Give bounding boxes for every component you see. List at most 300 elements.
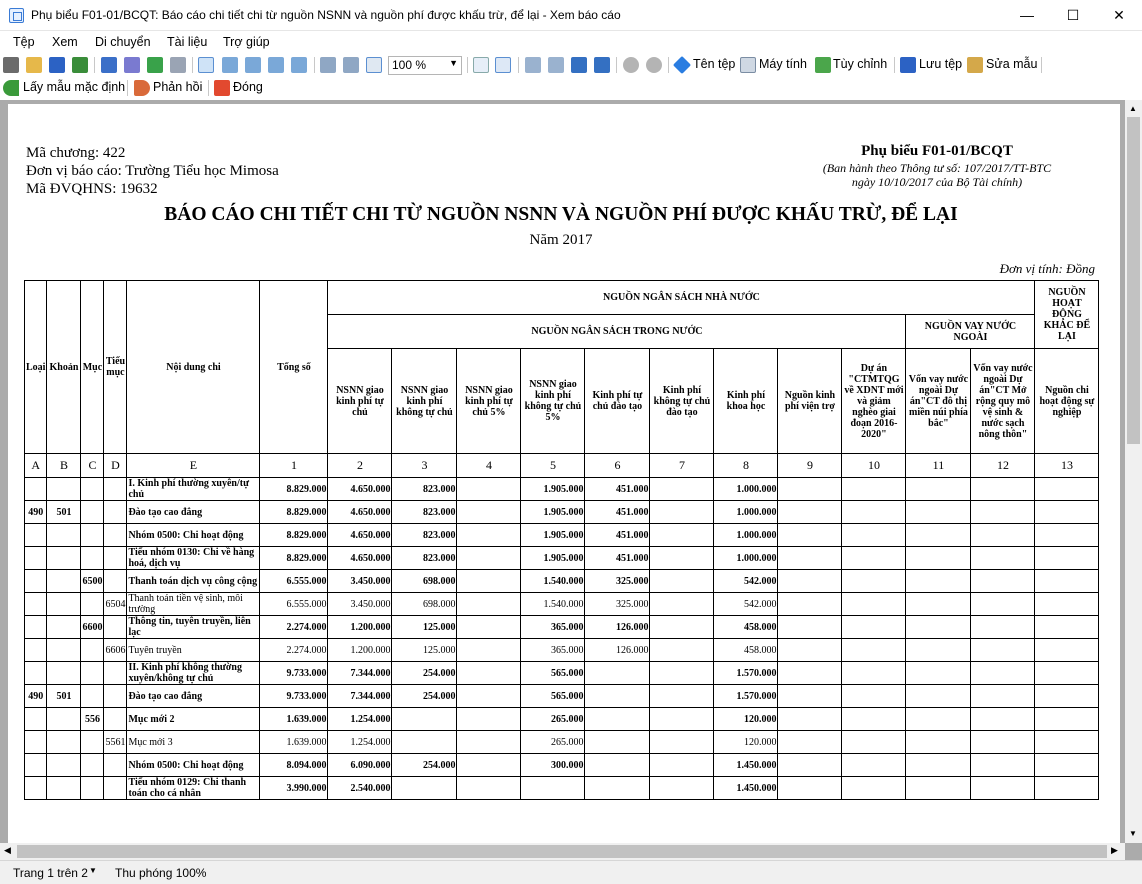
- title-bar: [0, 0, 1142, 31]
- cell-value: [906, 754, 971, 777]
- cell-noi-dung: Đào tạo cao đẳng: [127, 501, 260, 524]
- cell-value: [1035, 708, 1099, 731]
- cell-value: 542.000: [714, 570, 778, 593]
- header-col-12: Vốn vay nước ngoài Dự án"CT Mở rộng quy mô vệ sinh & nước sạch nông thôn": [971, 349, 1035, 454]
- cell-value: 8.829.000: [260, 524, 328, 547]
- cell-khoan: 501: [47, 501, 81, 524]
- table-row: [25, 593, 1099, 616]
- cell-value: [842, 754, 906, 777]
- cell-value: [906, 616, 971, 639]
- cell-value: [842, 593, 906, 616]
- cell-value: 3.990.000: [260, 777, 328, 800]
- toolbar-separator: [127, 80, 128, 96]
- cell-value: [392, 708, 457, 731]
- cell-loai: [25, 570, 47, 593]
- cell-tieu-muc: [104, 616, 127, 639]
- zoom-status: Thu phóng 100%: [115, 866, 207, 880]
- cell-tieu-muc: [104, 547, 127, 570]
- column-index-cell: 12: [971, 454, 1035, 478]
- cell-value: [971, 777, 1035, 800]
- cell-value: [778, 524, 842, 547]
- cell-muc: 556: [81, 708, 104, 731]
- cell-value: 2.274.000: [260, 639, 328, 662]
- megaphone-icon: [134, 80, 150, 96]
- chapter-code: Mã chương: 422: [26, 145, 126, 161]
- cell-khoan: [47, 616, 81, 639]
- cell-value: [842, 501, 906, 524]
- cell-value: [778, 685, 842, 708]
- cell-muc: [81, 777, 104, 800]
- cell-value: [971, 616, 1035, 639]
- secondary-toolbar: [0, 77, 1142, 99]
- cell-value: 451.000: [585, 478, 650, 501]
- scroll-up-icon[interactable]: ▲: [1129, 104, 1137, 113]
- cell-value: [778, 708, 842, 731]
- cell-value: [457, 478, 521, 501]
- find-icon[interactable]: [170, 57, 186, 73]
- computer-button[interactable]: Máy tính: [759, 57, 807, 71]
- cell-value: [1035, 662, 1099, 685]
- cell-value: 1.540.000: [521, 570, 585, 593]
- refresh-icon[interactable]: [147, 57, 163, 73]
- whole-page-icon[interactable]: [343, 57, 359, 73]
- cell-khoan: [47, 754, 81, 777]
- toolbar-separator: [94, 57, 95, 73]
- form-note-2: ngày 10/10/2017 của Bộ Tài chính): [851, 175, 1023, 189]
- header-khoan: Khoản: [47, 281, 81, 454]
- previous-page-icon[interactable]: [548, 57, 564, 73]
- window-title: Phụ biểu F01-01/BCQT: Báo cáo chi tiết chi từ nguồn NSNN và nguồn phí được khấu trừ, để lại - Xem báo cáo: [31, 8, 621, 22]
- cell-value: 4.650.000: [328, 547, 392, 570]
- cell-value: 6.090.000: [328, 754, 392, 777]
- computer-icon[interactable]: [740, 57, 756, 73]
- cell-khoan: [47, 593, 81, 616]
- cell-tieu-muc: [104, 662, 127, 685]
- cell-value: [842, 570, 906, 593]
- cell-muc: [81, 547, 104, 570]
- cell-value: 823.000: [392, 547, 457, 570]
- cell-value: [585, 708, 650, 731]
- cell-tieu-muc: 6606: [104, 639, 127, 662]
- report-title: BÁO CÁO CHI TIẾT CHI TỪ NGUỒN NSNN VÀ NGUỒN PHÍ ĐƯỢC KHẤU TRỪ, ĐỂ LẠI: [164, 204, 958, 225]
- close-report-button[interactable]: Đóng: [233, 80, 263, 94]
- cell-muc: [81, 639, 104, 662]
- toolbar-separator: [1041, 57, 1042, 73]
- cell-value: [842, 685, 906, 708]
- cell-tieu-muc: [104, 777, 127, 800]
- column-index-cell: B: [47, 454, 81, 478]
- cell-value: [906, 570, 971, 593]
- horizontal-scroll-thumb[interactable]: [17, 845, 1107, 858]
- cell-noi-dung: Thanh toán dịch vụ công cộng: [127, 570, 260, 593]
- cell-loai: [25, 547, 47, 570]
- cell-value: 565.000: [521, 685, 585, 708]
- cell-value: 120.000: [714, 731, 778, 754]
- cell-value: [1035, 478, 1099, 501]
- menu-document[interactable]: Tài liệu: [167, 35, 208, 49]
- edit-template-button[interactable]: Sửa mẫu: [986, 57, 1038, 71]
- cell-value: 451.000: [585, 547, 650, 570]
- cell-value: [650, 616, 714, 639]
- cell-value: [778, 547, 842, 570]
- cell-value: 1.905.000: [521, 478, 585, 501]
- report-header-left: [26, 144, 279, 198]
- cell-value: 823.000: [392, 524, 457, 547]
- column-index-cell: 13: [1035, 454, 1099, 478]
- cell-value: 4.650.000: [328, 478, 392, 501]
- cell-value: [650, 501, 714, 524]
- column-index-cell: 8: [714, 454, 778, 478]
- minimize-button[interactable]: —: [1020, 7, 1034, 23]
- cell-value: [457, 708, 521, 731]
- cell-muc: [81, 754, 104, 777]
- column-index-cell: D: [104, 454, 127, 478]
- cell-value: [842, 731, 906, 754]
- cell-value: 325.000: [585, 570, 650, 593]
- single-page-icon[interactable]: [473, 57, 489, 73]
- zoom-region-icon[interactable]: [291, 57, 307, 73]
- cell-value: [778, 593, 842, 616]
- cell-value: [906, 708, 971, 731]
- cell-value: [650, 685, 714, 708]
- column-index-cell: A: [25, 454, 47, 478]
- cell-value: 6.555.000: [260, 570, 328, 593]
- cell-value: [971, 478, 1035, 501]
- feedback-button[interactable]: Phản hồi: [153, 80, 203, 94]
- header-col-7: Kinh phí không tự chủ đào tạo: [650, 349, 714, 454]
- header-col-11: Vốn vay nước ngoài Dự án"CT đô thị miền núi phía bắc": [906, 349, 971, 454]
- save-file-button[interactable]: Lưu tệp: [919, 57, 963, 71]
- menu-navigate[interactable]: Di chuyển: [95, 35, 151, 49]
- cell-value: [971, 570, 1035, 593]
- table-row: [25, 708, 1099, 731]
- cell-value: 1.450.000: [714, 754, 778, 777]
- cell-value: [650, 731, 714, 754]
- cell-loai: [25, 616, 47, 639]
- scroll-left-icon[interactable]: ◀: [4, 845, 11, 855]
- header-nguon-nsnn: NGUỒN NGÂN SÁCH NHÀ NƯỚC: [328, 281, 1035, 315]
- cell-value: 125.000: [392, 616, 457, 639]
- cell-value: [1035, 593, 1099, 616]
- cell-value: [1035, 777, 1099, 800]
- cell-tieu-muc: 6504: [104, 593, 127, 616]
- cell-value: [585, 685, 650, 708]
- print-icon[interactable]: [3, 57, 19, 73]
- header-col-13: Nguồn chi hoạt động sự nghiệp: [1035, 349, 1099, 454]
- report-table-body: [25, 478, 1099, 800]
- cell-value: 698.000: [392, 570, 457, 593]
- cell-noi-dung: Thông tin, tuyên truyền, liên lạc: [127, 616, 260, 639]
- report-header-right: [800, 142, 1074, 189]
- page-indicator[interactable]: Trang 1 trên 2: [13, 866, 88, 880]
- chevron-down-icon: ▼: [449, 58, 458, 68]
- toolbar-separator: [668, 57, 669, 73]
- menu-view[interactable]: Xem: [52, 35, 78, 49]
- cell-value: [650, 524, 714, 547]
- cell-value: [842, 478, 906, 501]
- cell-loai: [25, 708, 47, 731]
- back-icon[interactable]: [623, 57, 639, 73]
- cell-value: [906, 685, 971, 708]
- zoom-out-icon[interactable]: [268, 57, 284, 73]
- toolbar-separator: [192, 57, 193, 73]
- close-window-button[interactable]: ✕: [1113, 7, 1125, 23]
- cell-value: [1035, 616, 1099, 639]
- column-index-cell: 9: [778, 454, 842, 478]
- cell-khoan: [47, 478, 81, 501]
- cell-khoan: [47, 547, 81, 570]
- cell-value: [457, 777, 521, 800]
- cell-value: [392, 777, 457, 800]
- table-row: [25, 616, 1099, 639]
- last-page-icon[interactable]: [594, 57, 610, 73]
- vertical-scrollbar[interactable]: [1125, 100, 1142, 843]
- cell-muc: [81, 731, 104, 754]
- forward-icon[interactable]: [646, 57, 662, 73]
- cell-tieu-muc: [104, 501, 127, 524]
- cell-loai: [25, 524, 47, 547]
- header-tong-so: Tổng số: [260, 281, 328, 454]
- cell-loai: [25, 754, 47, 777]
- cell-khoan: [47, 570, 81, 593]
- cell-value: [1035, 501, 1099, 524]
- cell-value: 1.639.000: [260, 731, 328, 754]
- table-row: [25, 547, 1099, 570]
- column-index-cell: E: [127, 454, 260, 478]
- cell-value: [778, 662, 842, 685]
- cell-value: [778, 754, 842, 777]
- cell-value: 9.733.000: [260, 662, 328, 685]
- chevron-down-icon[interactable]: ▼: [89, 866, 97, 875]
- cell-value: [650, 593, 714, 616]
- cell-value: [906, 731, 971, 754]
- toolbar-separator: [314, 57, 315, 73]
- cell-value: 8.094.000: [260, 754, 328, 777]
- toolbar-separator: [467, 57, 468, 73]
- horizontal-scrollbar[interactable]: [0, 843, 1125, 860]
- cell-value: [650, 708, 714, 731]
- customize-button[interactable]: Tùy chỉnh: [833, 57, 888, 71]
- cell-value: 9.733.000: [260, 685, 328, 708]
- cell-muc: [81, 501, 104, 524]
- scroll-right-icon[interactable]: ▶: [1111, 845, 1118, 855]
- cell-value: [457, 524, 521, 547]
- report-table: [24, 280, 1099, 800]
- cell-value: [392, 731, 457, 754]
- maximize-button[interactable]: ☐: [1066, 7, 1080, 23]
- cell-value: [842, 639, 906, 662]
- cell-tieu-muc: [104, 754, 127, 777]
- cell-noi-dung: Mục mới 2: [127, 708, 260, 731]
- cell-value: [971, 731, 1035, 754]
- cell-value: [906, 478, 971, 501]
- cell-value: [650, 639, 714, 662]
- export-icon[interactable]: [72, 57, 88, 73]
- header-loai: Loại: [25, 281, 47, 454]
- cell-value: [778, 639, 842, 662]
- toolbar-separator: [616, 57, 617, 73]
- main-toolbar: [0, 54, 1142, 76]
- header-col-4: NSNN giao kinh phí tự chủ 5%: [457, 349, 521, 454]
- cell-tieu-muc: [104, 478, 127, 501]
- column-index-cell: 3: [392, 454, 457, 478]
- header-nguon-hoat-dong-khac: NGUỒN HOẠT ĐỘNG KHÁC ĐỂ LẠI: [1035, 281, 1099, 349]
- table-row: [25, 777, 1099, 800]
- first-page-icon[interactable]: [525, 57, 541, 73]
- cell-value: [650, 547, 714, 570]
- cell-value: 1.000.000: [714, 501, 778, 524]
- cell-loai: [25, 478, 47, 501]
- cell-value: 565.000: [521, 662, 585, 685]
- page-width-icon[interactable]: [320, 57, 336, 73]
- cell-value: 254.000: [392, 685, 457, 708]
- cell-value: 698.000: [392, 593, 457, 616]
- cell-tieu-muc: [104, 524, 127, 547]
- cell-value: 126.000: [585, 639, 650, 662]
- vertical-scroll-thumb[interactable]: [1127, 117, 1140, 444]
- cell-value: [778, 616, 842, 639]
- cell-value: 451.000: [585, 524, 650, 547]
- menu-help[interactable]: Trợ giúp: [223, 35, 270, 49]
- save-file-icon[interactable]: [900, 57, 916, 73]
- menu-file[interactable]: Tệp: [13, 35, 35, 49]
- status-bar: [0, 860, 1142, 884]
- cell-value: 1.000.000: [714, 547, 778, 570]
- edit-template-icon[interactable]: [967, 57, 983, 73]
- cell-value: 1.000.000: [714, 524, 778, 547]
- file-name-button[interactable]: Tên tệp: [693, 57, 736, 71]
- report-viewer-icon: [9, 8, 24, 23]
- header-col-9: Nguồn kinh phí viện trợ: [778, 349, 842, 454]
- cell-value: [457, 593, 521, 616]
- scroll-down-icon[interactable]: ▼: [1129, 829, 1137, 838]
- parameters-icon[interactable]: [124, 57, 140, 73]
- cell-value: 4.650.000: [328, 524, 392, 547]
- table-row: [25, 570, 1099, 593]
- form-title: Phụ biểu F01-01/BCQT: [861, 143, 1013, 159]
- cell-khoan: [47, 639, 81, 662]
- cell-muc: [81, 478, 104, 501]
- cell-value: 6.555.000: [260, 593, 328, 616]
- cell-noi-dung: Tiểu nhóm 0129: Chi thanh toán cho cá nhân: [127, 777, 260, 800]
- cell-value: [971, 524, 1035, 547]
- cell-value: 451.000: [585, 501, 650, 524]
- cell-value: 1.570.000: [714, 662, 778, 685]
- zoom-in-icon[interactable]: [245, 57, 261, 73]
- zoom-icon[interactable]: [222, 57, 238, 73]
- cell-value: [1035, 754, 1099, 777]
- cell-value: [457, 639, 521, 662]
- cell-value: [778, 501, 842, 524]
- file-name-icon[interactable]: [673, 56, 691, 74]
- cell-value: [778, 570, 842, 593]
- header-noi-dung-chi: Nội dung chi: [127, 281, 260, 454]
- cell-value: 365.000: [521, 639, 585, 662]
- next-page-icon[interactable]: [571, 57, 587, 73]
- cell-khoan: [47, 662, 81, 685]
- zoom-select[interactable]: [388, 56, 462, 75]
- header-tieu-muc: Tiểu mục: [104, 281, 127, 454]
- table-of-contents-icon[interactable]: [101, 57, 117, 73]
- cell-value: 1.540.000: [521, 593, 585, 616]
- cell-loai: [25, 639, 47, 662]
- column-index-row: [25, 454, 1099, 478]
- cell-muc: [81, 685, 104, 708]
- cell-value: [457, 501, 521, 524]
- cell-muc: 6600: [81, 616, 104, 639]
- cell-loai: 490: [25, 501, 47, 524]
- customize-icon[interactable]: [815, 57, 831, 73]
- header-col-5: NSNN giao kinh phí không tự chủ 5%: [521, 349, 585, 454]
- reset-arrow-icon: [3, 80, 19, 96]
- save-icon[interactable]: [49, 57, 65, 73]
- header-nguon-vay-nuoc-ngoai: NGUỒN VAY NƯỚC NGOÀI: [906, 315, 1035, 349]
- cell-loai: 490: [25, 685, 47, 708]
- cell-value: 120.000: [714, 708, 778, 731]
- cell-noi-dung: Tiểu nhóm 0130: Chi về hàng hoá, dịch vụ: [127, 547, 260, 570]
- cell-value: [971, 501, 1035, 524]
- header-col-2: NSNN giao kinh phí tự chủ: [328, 349, 392, 454]
- cell-noi-dung: Nhóm 0500: Chi hoạt động: [127, 754, 260, 777]
- column-index-cell: 11: [906, 454, 971, 478]
- cell-value: [842, 547, 906, 570]
- cell-khoan: [47, 777, 81, 800]
- cell-value: 823.000: [392, 478, 457, 501]
- toolbar-separator: [518, 57, 519, 73]
- cell-value: [778, 478, 842, 501]
- cell-value: 2.274.000: [260, 616, 328, 639]
- hand-tool-icon[interactable]: [198, 57, 214, 73]
- cell-noi-dung: Đào tạo cao đẳng: [127, 685, 260, 708]
- cell-value: 4.650.000: [328, 501, 392, 524]
- cell-noi-dung: Mục mới 3: [127, 731, 260, 754]
- cell-value: 542.000: [714, 593, 778, 616]
- cell-muc: 6500: [81, 570, 104, 593]
- table-row: [25, 639, 1099, 662]
- cell-value: [1035, 685, 1099, 708]
- zoom-value: 100 %: [392, 58, 427, 72]
- cell-value: [971, 754, 1035, 777]
- cell-value: [971, 708, 1035, 731]
- header-muc: Mục: [81, 281, 104, 454]
- open-folder-icon[interactable]: [26, 57, 42, 73]
- column-index-cell: 10: [842, 454, 906, 478]
- cell-tieu-muc: [104, 570, 127, 593]
- cell-value: 458.000: [714, 616, 778, 639]
- table-row: [25, 662, 1099, 685]
- cell-muc: [81, 662, 104, 685]
- form-note-1: (Ban hành theo Thông tư số: 107/2017/TT-BTC: [822, 161, 1052, 175]
- cell-khoan: 501: [47, 685, 81, 708]
- cell-value: 1.905.000: [521, 501, 585, 524]
- header-nguon-trong-nuoc: NGUỒN NGÂN SÁCH TRONG NƯỚC: [328, 315, 906, 349]
- cell-value: 1.200.000: [328, 616, 392, 639]
- cell-value: [1035, 570, 1099, 593]
- cell-value: [971, 685, 1035, 708]
- cell-value: [971, 593, 1035, 616]
- cell-value: [457, 570, 521, 593]
- actual-size-icon[interactable]: [366, 57, 382, 73]
- cell-noi-dung: I. Kinh phí thường xuyên/tự chủ: [127, 478, 260, 501]
- cell-value: [842, 662, 906, 685]
- cell-value: [457, 754, 521, 777]
- default-template-button[interactable]: Lấy mẫu mặc định: [23, 80, 126, 94]
- header-col-10: Dự án "CTMTQG về XDNT mới và giảm nghèo giai đoạn 2016-2020": [842, 349, 906, 454]
- table-row: [25, 478, 1099, 501]
- header-col-3: NSNN giao kinh phí không tự chủ: [392, 349, 457, 454]
- continuous-page-icon[interactable]: [495, 57, 511, 73]
- table-row: [25, 754, 1099, 777]
